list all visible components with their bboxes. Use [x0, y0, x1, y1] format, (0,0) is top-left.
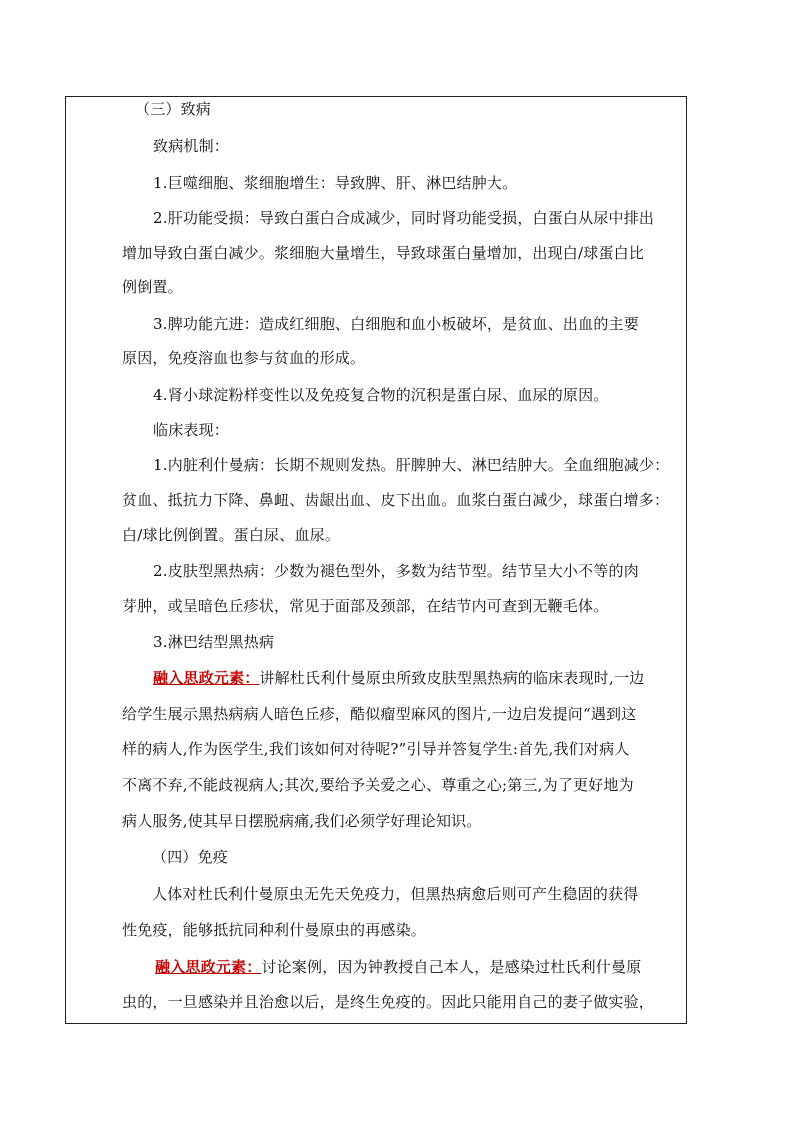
ideology-paragraph-2-line-2: 虫的，一旦感染并且治愈以后，是终生免疫的。因此只能用自己的妻子做实验，: [122, 993, 655, 1011]
mechanism-title: 致病机制：: [153, 137, 230, 155]
ideology-paragraph-1-line-3: 样的病人,作为医学生,我们该如何对待呢?”引导并答复学生:首先,我们对病人: [122, 740, 630, 758]
mechanism-item-3-line-1: 3.脾功能亢进：造成红细胞、白细胞和血小板破坏，是贫血、出血的主要: [153, 315, 639, 333]
clinical-item-3: 3.淋巴结型黑热病: [153, 633, 275, 651]
mechanism-item-4: 4.肾小球淀粉样变性以及免疫复合物的沉积是蛋白尿、血尿的原因。: [153, 386, 609, 404]
immunity-line-1: 人体对杜氏利什曼原虫无先天免疫力，但黑热病愈后则可产生稳固的获得: [152, 885, 639, 903]
mechanism-item-1: 1.巨噬细胞、浆细胞增生：导致脾、肝、淋巴结肿大。: [153, 174, 518, 192]
ideology-paragraph-1-line-5: 病人服务,使其早日摆脱病痛,我们必须学好理论知识。: [122, 812, 482, 830]
clinical-item-2-line-2: 芽肿，或呈暗色丘疹状，常见于面部及颈部，在结节内可查到无鞭毛体。: [122, 597, 609, 615]
ideology-paragraph-2-line-1: [155, 957, 641, 977]
mechanism-item-2-line-3: 例倒置。: [122, 278, 183, 296]
section-heading-pathogenesis: （三）致病: [135, 100, 212, 118]
ideology-paragraph-1-line-1: [153, 668, 644, 688]
ideology-label: 融入思政元素：: [155, 958, 262, 976]
ideology-paragraph-1-line-2: 给学生展示黑热病病人暗色丘疹，酷似瘤型麻风的图片,一边启发提问“遇到这: [122, 705, 637, 723]
mechanism-item-3-line-2: 原因，免疫溶血也参与贫血的形成。: [122, 349, 366, 367]
clinical-item-1-line-1: 1.内脏利什曼病：长期不规则发热。肝脾肿大、淋巴结肿大。全血细胞减少：: [153, 456, 670, 474]
immunity-line-2: 性免疫，能够抵抗同种利什曼原虫的再感染。: [122, 921, 427, 939]
clinical-title: 临床表现：: [153, 421, 230, 439]
clinical-item-2-line-1: 2.皮肤型黑热病：少数为褪色型外，多数为结节型。结节呈大小不等的肉: [153, 562, 639, 580]
ideology-text: 讨论案例，因为钟教授自己本人，是感染过杜氏利什曼原: [261, 958, 642, 976]
ideology-paragraph-1-line-4: 不离不弃,不能歧视病人;其次,要给予关爱之心、尊重之心;第三,为了更好地为: [122, 776, 634, 794]
clinical-item-1-line-2: 贫血、抵抗力下降、鼻衄、齿龈出血、皮下出血。血浆白蛋白减少，球蛋白增多：: [122, 491, 670, 509]
ideology-label: 融入思政元素：: [153, 669, 260, 687]
mechanism-item-2-line-2: 增加导致白蛋白减少。浆细胞大量增生，导致球蛋白量增加，出现白/球蛋白比: [122, 244, 645, 262]
mechanism-item-2-line-1: 2.肝功能受损：导致白蛋白合成减少，同时肾功能受损，白蛋白从尿中排出: [153, 209, 655, 227]
clinical-item-1-line-3: 白/球比例倒置。蛋白尿、血尿。: [122, 526, 341, 544]
section-heading-immunity: （四）免疫: [152, 848, 229, 866]
ideology-text: 讲解杜氏利什曼原虫所致皮肤型黑热病的临床表现时,一边: [259, 669, 645, 687]
